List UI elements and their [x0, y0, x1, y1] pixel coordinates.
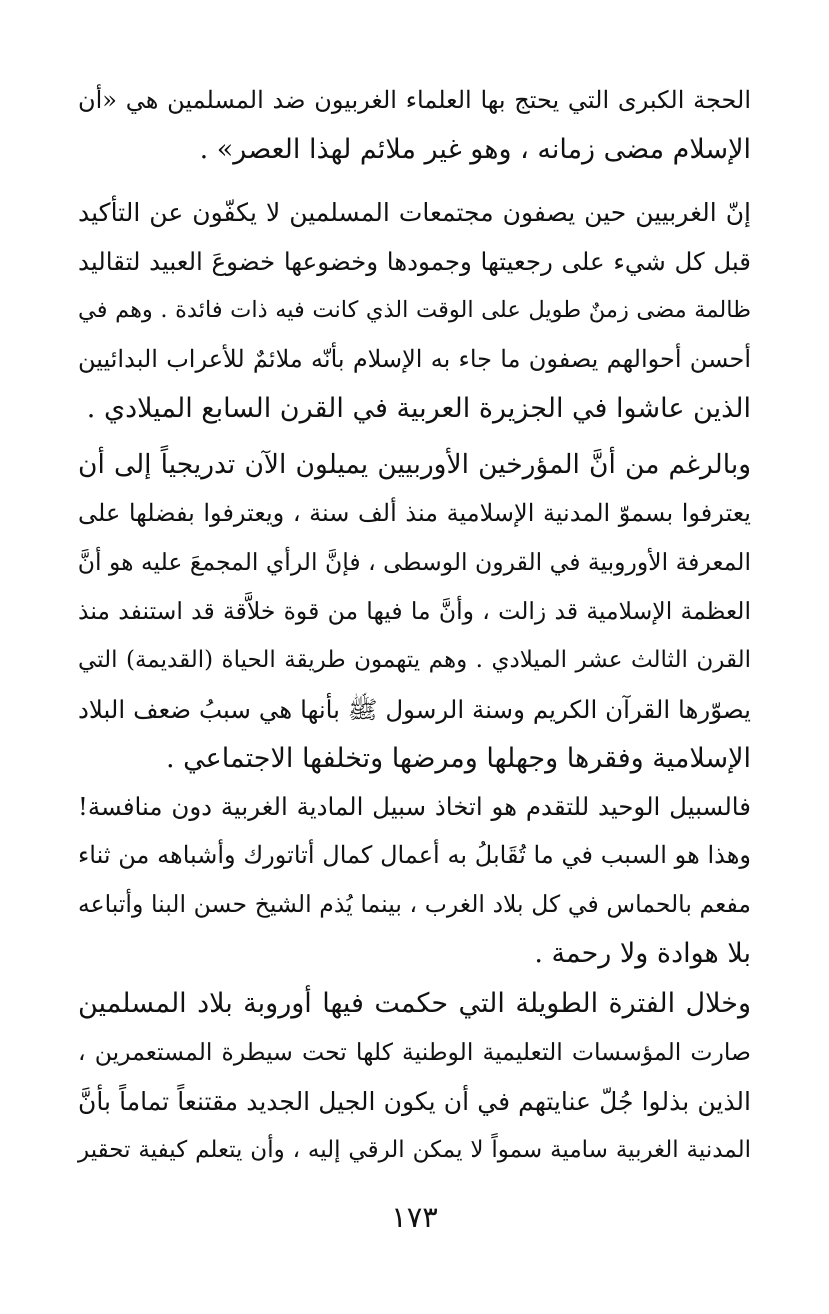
- text-line: قبل كل شيء على رجعيتها وجمودها وخضوعها خضوعَ العبيد لتقاليد: [78, 247, 751, 276]
- text-line: إنّ الغربيين حين يصفون مجتمعات المسلمين لا يكفّون عن التأكيد: [78, 198, 751, 227]
- paragraph-4: [78, 782, 751, 978]
- text-line: وبالرغم من أنَّ المؤرخين الأوربيين يميلون الآن تدريجياً إلى أن: [78, 449, 751, 480]
- text-line: بلا هوادة ولا رحمة .: [534, 938, 751, 969]
- text-line: المعرفة الأوروبية في القرون الوسطى ، فإنَّ الرأي المجمعَ عليه هو أنَّ: [77, 548, 751, 576]
- text-line: وخلال الفترة الطويلة التي حكمت فيها أوروبة بلاد المسلمين: [78, 988, 751, 1019]
- paragraph-5: [78, 979, 751, 1175]
- text-line: المدنية الغربية سامية سمواً لا يمكن الرقي إليه ، وأن يتعلم كيفية تحقير: [78, 1137, 751, 1163]
- text-line: صارت المؤسسات التعليمية الوطنية كلها تحت سيطرة المستعمرين ،: [78, 1038, 751, 1066]
- text-line: العظمة الإسلامية قد زالت ، وأنَّ ما فيها من قوة خلاَّقة قد استنفد منذ: [78, 597, 751, 625]
- text-line: الحجة الكبرى التي يحتج بها العلماء الغربيون ضد المسلمين هي «أن: [78, 86, 751, 114]
- paragraph-3: [78, 440, 751, 783]
- text-line: الذين عاشوا في الجزيرة العربية في القرن السابع الميلادي .: [86, 393, 751, 424]
- text-line: مفعم بالحماس في كل بلاد الغرب ، بينما يُذم الشيخ حسن البنا وأتباعه: [78, 890, 751, 918]
- page-number: ١٧٣: [391, 1200, 438, 1234]
- text-line: ظالمة مضى زمنٌ طويل على الوقت الذي كانت فيه ذات فائدة . وهم في: [78, 297, 751, 323]
- text-line: فالسبيل الوحيد للتقدم هو اتخاذ سبيل المادية الغربية دون منافسة!: [78, 792, 751, 821]
- text-line: الإسلامية وفقرها وجهلها ومرضها وتخلفها الاجتماعي .: [166, 743, 751, 774]
- text-line: يصوّرها القرآن الكريم وسنة الرسول ﷺ بأنها هي سببُ ضعف البلاد: [78, 695, 751, 724]
- text-line: الإسلام مضى زمانه ، وهو غير ملائم لهذا العصر» .: [199, 134, 751, 165]
- text-line: وهذا هو السبب في ما تُقَابلُ به أعمال كمال أتاتورك وأشباهه من ثناء: [78, 841, 751, 869]
- text-line: يعترفوا بسموّ المدنية الإسلامية منذ ألف سنة ، ويعترفوا بفضلها على: [78, 499, 751, 527]
- paragraph-1: [78, 76, 751, 174]
- text-line: الذين بذلوا جُلّ عنايتهم في أن يكون الجيل الجديد مقتنعاً تماماً بأنَّ: [78, 1087, 751, 1116]
- text-line: أحسن أحوالهم يصفون ما جاء به الإسلام بأنّه ملائمٌ للأعراب البدائيين: [78, 345, 751, 373]
- text-line: القرن الثالث عشر الميلادي . وهم يتهمون طريقة الحياة (القديمة) التي: [78, 647, 751, 673]
- paragraph-2: [78, 188, 751, 433]
